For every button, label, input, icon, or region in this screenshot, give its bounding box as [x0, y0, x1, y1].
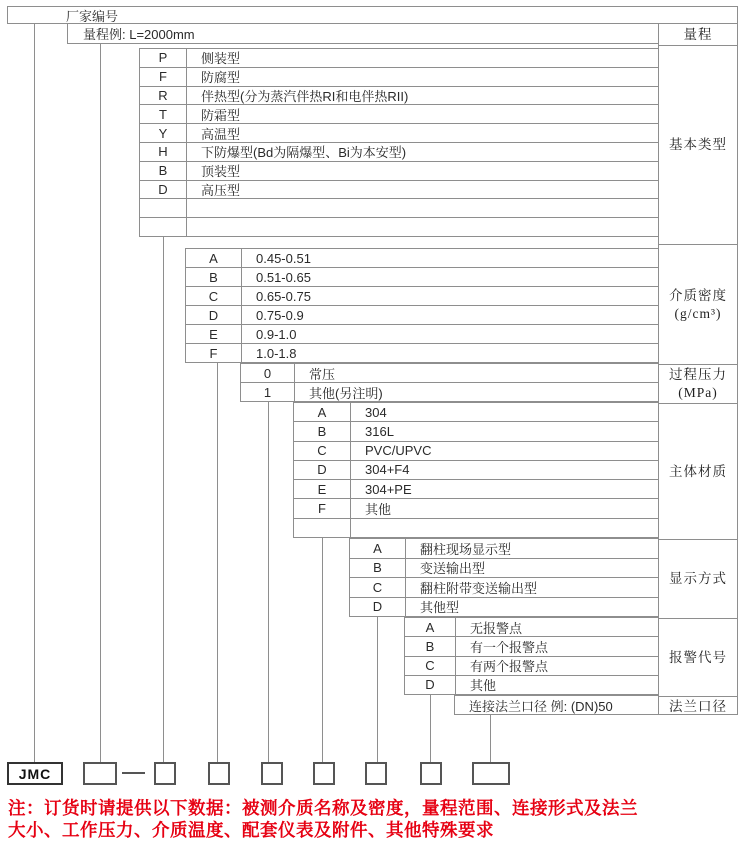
table-medium-density	[185, 248, 658, 363]
table-row	[350, 539, 658, 558]
category-label-column	[658, 23, 738, 715]
code-cell: 1	[241, 383, 295, 401]
connector-line-alarm	[430, 695, 431, 762]
code-cell: D	[350, 598, 406, 617]
table-row	[140, 86, 658, 105]
desc-cell: 0.45-0.51	[256, 250, 311, 266]
factory-number-label: 厂家编号	[66, 8, 119, 24]
desc-cell: 304	[365, 404, 387, 420]
table-row	[186, 249, 658, 267]
desc-cell: PVC/UPVC	[365, 443, 432, 459]
code-cell: C	[294, 442, 351, 460]
code-cell	[140, 218, 187, 236]
desc-cell: 侧装型	[201, 51, 241, 67]
desc-cell: 其他	[365, 502, 392, 518]
code-cell: B	[140, 162, 187, 180]
desc-cell	[187, 199, 658, 217]
desc-cell: 伴热型(分为蒸汽伴热RI和电伴热RII)	[201, 89, 409, 104]
code-cell: E	[294, 480, 351, 498]
table-row	[186, 286, 658, 305]
code-cell: T	[140, 105, 187, 123]
label-body-material: 主体材质	[659, 403, 737, 539]
table-row	[140, 161, 658, 180]
desc-cell: 316L	[365, 423, 394, 439]
code-cell: B	[405, 637, 456, 655]
range-example-text: 量程例: L=2000mm	[83, 27, 195, 42]
code-cell: A	[294, 403, 351, 421]
connector-line-density	[217, 363, 218, 762]
desc-cell: 防霜型	[201, 107, 241, 123]
desc-cell: 连接法兰口径 例: (DN)50	[469, 698, 613, 714]
code-box-pressure	[261, 762, 283, 785]
code-box-alarm	[420, 762, 442, 785]
code-box-range	[83, 762, 117, 785]
code-cell: D	[294, 461, 351, 479]
desc-cell: 304+PE	[365, 481, 412, 497]
desc-cell: 0.75-0.9	[256, 307, 304, 323]
table-row	[140, 67, 658, 86]
table-row	[350, 597, 658, 617]
table-row	[241, 364, 658, 382]
desc-cell: 0.9-1.0	[256, 326, 297, 342]
code-cell: R	[140, 87, 187, 105]
table-alarm-code	[404, 617, 658, 695]
desc-cell: 0.51-0.65	[256, 269, 311, 285]
connector-line-material	[322, 538, 323, 762]
desc-cell: 无报警点	[470, 620, 523, 636]
desc-cell: 下防爆型(Bd为隔爆型、Bi为本安型)	[201, 145, 407, 161]
table-row	[405, 618, 658, 636]
connector-line-display	[377, 617, 378, 762]
code-cell: F	[294, 499, 351, 517]
desc-cell: 1.0-1.8	[256, 345, 297, 361]
table-process-pressure	[240, 363, 658, 402]
label-display-mode: 显示方式	[659, 539, 737, 618]
desc-cell: 高温型	[201, 126, 241, 142]
code-cell: H	[140, 143, 187, 161]
table-row	[294, 460, 658, 479]
code-box-flange	[472, 762, 510, 785]
code-cell: C	[405, 657, 456, 675]
separator-dash	[122, 772, 145, 774]
desc-cell: 有一个报警点	[470, 639, 549, 655]
table-row	[294, 498, 658, 517]
code-cell: F	[140, 68, 187, 86]
desc-cell: 翻柱现场显示型	[420, 541, 512, 557]
code-box-display	[365, 762, 387, 785]
table-row	[350, 577, 658, 597]
table-row	[241, 382, 658, 401]
code-cell: C	[186, 287, 242, 305]
table-row	[294, 479, 658, 498]
desc-cell: 其他(另注明)	[309, 385, 383, 401]
label-medium-density: 介质密度 (g/cm³)	[659, 244, 737, 364]
model-prefix-text: JMC	[18, 765, 52, 782]
label-basic-type: 基本类型	[659, 45, 737, 244]
label-flange-size: 法兰口径	[659, 696, 737, 716]
desc-cell: 常压	[309, 366, 336, 382]
code-cell: 0	[241, 364, 295, 382]
code-box-material	[313, 762, 335, 785]
factory-number-box	[7, 6, 738, 24]
model-prefix-box	[7, 762, 63, 785]
desc-cell: 顶装型	[201, 164, 241, 180]
code-cell: A	[405, 618, 456, 636]
table-row	[140, 49, 658, 67]
code-box-density	[208, 762, 230, 785]
table-row	[140, 104, 658, 123]
connector-line-range	[100, 44, 101, 762]
table-row	[455, 696, 658, 714]
table-body-material	[293, 402, 658, 538]
code-cell	[294, 519, 351, 537]
desc-cell: 有两个报警点	[470, 659, 549, 675]
code-cell: D	[140, 181, 187, 199]
code-cell	[140, 199, 187, 217]
connector-line-pressure	[268, 402, 269, 762]
code-cell: Y	[140, 124, 187, 142]
table-flange-size	[454, 695, 658, 715]
table-row	[140, 217, 658, 236]
code-cell: D	[405, 676, 456, 694]
table-row	[140, 142, 658, 161]
label-range: 量程	[683, 26, 713, 42]
code-cell: P	[140, 49, 187, 67]
table-row	[405, 656, 658, 675]
desc-cell: 其他	[470, 678, 497, 694]
label-process-pressure: 过程压力 (MPa)	[659, 364, 737, 403]
code-cell: F	[186, 344, 242, 362]
table-row	[405, 636, 658, 655]
desc-cell: 其他型	[420, 600, 460, 616]
label-alarm-code: 报警代号	[659, 618, 737, 696]
desc-cell: 304+F4	[365, 462, 410, 478]
code-cell: B	[350, 559, 406, 578]
table-row	[186, 324, 658, 343]
table-row	[140, 180, 658, 199]
desc-cell: 防腐型	[201, 70, 241, 86]
code-cell: C	[350, 578, 406, 597]
desc-cell: 高压型	[201, 182, 241, 198]
table-row	[186, 305, 658, 324]
ordering-note	[8, 797, 748, 841]
table-row	[140, 198, 658, 217]
table-row	[405, 675, 658, 694]
table-row	[350, 558, 658, 578]
table-display-mode	[349, 538, 658, 617]
range-example-box	[67, 23, 658, 44]
desc-cell	[351, 519, 658, 537]
table-row	[186, 267, 658, 286]
desc-cell: 翻柱附带变送输出型	[420, 580, 538, 596]
connector-line-basic	[163, 237, 164, 762]
table-row	[294, 518, 658, 537]
ordering-note-line1: 注：订货时请提供以下数据：被测介质名称及密度，量程范围、连接形式及法兰	[8, 798, 638, 818]
code-cell: A	[186, 249, 242, 267]
desc-cell: 变送输出型	[420, 561, 486, 577]
ordering-note-line2: 大小、工作压力、介质温度、配套仪表及附件、其他特殊要求	[8, 820, 494, 840]
code-box-basic	[154, 762, 176, 785]
desc-cell: 0.65-0.75	[256, 288, 311, 304]
table-basic-type	[139, 48, 658, 237]
code-cell: B	[186, 268, 242, 286]
code-cell: A	[350, 539, 406, 558]
table-row	[294, 441, 658, 460]
code-cell: E	[186, 325, 242, 343]
table-row	[294, 421, 658, 440]
connector-line-factory	[34, 23, 35, 762]
table-row	[186, 343, 658, 362]
code-cell: D	[186, 306, 242, 324]
table-row	[294, 403, 658, 421]
table-row	[140, 123, 658, 142]
desc-cell	[187, 218, 658, 236]
code-cell: B	[294, 422, 351, 440]
connector-line-flange	[490, 715, 491, 762]
